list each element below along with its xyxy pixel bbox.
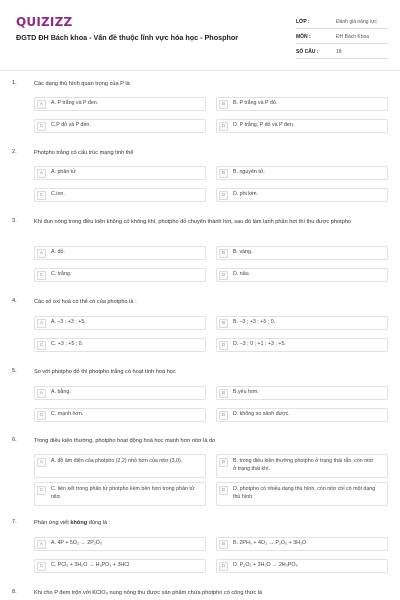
worksheet-title: ĐGTD ĐH Bách khoa - Vấn đề thuộc lĩnh vực hóa học - Phosphor: [16, 33, 239, 42]
option-d[interactable]: [216, 119, 388, 133]
option-letter: A: [37, 249, 46, 258]
option-letter: D: [219, 562, 228, 571]
option-text: D. –3 ; 0 ; +1 ; +3 ; +5.: [233, 341, 286, 348]
option-text: C. PCl₅ + 3H₂O → H₃PO₃ + 3HCl: [51, 562, 130, 569]
option-letter: D: [219, 411, 228, 420]
meta-row-subject: [296, 29, 388, 44]
option-letter: C: [37, 486, 46, 495]
option-a[interactable]: [34, 97, 206, 111]
option-text: B. –3 ; +3 ; +5 ; 0.: [233, 319, 276, 326]
question-text: Trong điều kiện thường, photpho hoạt động hoá học mạnh hơn nitơ là do: [34, 438, 216, 444]
worksheet-header: [0, 0, 400, 70]
option-text: C. +3 ; +5 ; 0.: [51, 341, 84, 348]
question-text: Các số oxi hoá có thể có của photpho là :: [34, 299, 137, 305]
option-letter: B: [219, 319, 228, 328]
option-letter: B: [219, 540, 228, 549]
option-text: C. trắng.: [51, 271, 72, 278]
meta-key: MÔN :: [296, 34, 311, 40]
option-b[interactable]: [216, 386, 388, 400]
option-a[interactable]: [34, 537, 206, 551]
option-b[interactable]: [216, 454, 388, 478]
option-text: A. 4P + 5O₂ → 2P₂O₅: [51, 540, 103, 547]
option-text: D. không so sánh được.: [233, 411, 290, 418]
option-text: A. –3 ; +3 ; +5.: [51, 319, 86, 326]
option-letter: D: [219, 122, 228, 131]
option-text: C. liên kết trong phân tử photpho kém bền hơn trong phân tử nitơ.: [51, 486, 195, 500]
option-letter: D: [219, 191, 228, 200]
option-text: D. nâu.: [233, 271, 251, 278]
option-text: C.P đỏ và P đen.: [51, 122, 91, 129]
question-text: Khi cho P đem trộn với KClO₃ nung nóng thu được sản phẩm chứa photpho có công thức là: [34, 590, 263, 596]
header-divider: [0, 70, 400, 71]
question-number: 5.: [12, 368, 17, 374]
option-text: C.ion.: [51, 191, 65, 198]
option-a[interactable]: [34, 166, 206, 180]
option-text: B. P trắng và P đỏ.: [233, 100, 278, 107]
option-letter: A: [37, 389, 46, 398]
option-text: D. phi kim.: [233, 191, 259, 198]
option-c[interactable]: [34, 482, 206, 506]
option-b[interactable]: [216, 166, 388, 180]
question-text: Khi đun nóng trong điều kiện không có không khí, photpho đỏ chuyển thành hơi, sau đó làm lạnh phần hơi thì thu được photpho: [34, 219, 352, 225]
option-d[interactable]: [216, 408, 388, 422]
option-d[interactable]: [216, 482, 388, 506]
option-text: D. P₂O₃ + 3H₂O → 2H₃PO₄: [233, 562, 298, 569]
option-letter: A: [37, 540, 46, 549]
option-a[interactable]: [34, 454, 206, 478]
option-d[interactable]: [216, 188, 388, 202]
quizizz-logo: QUIZIZZ: [16, 15, 73, 29]
meta-value: 18: [336, 49, 342, 55]
option-letter: C: [37, 271, 46, 280]
option-text: D. photpho có nhiều dạng thù hình, còn nitơ chỉ có một dạng thù hình.: [233, 486, 376, 500]
question-text: [34, 519, 354, 527]
question-number: 3.: [12, 218, 17, 224]
option-c[interactable]: [34, 559, 206, 573]
option-d[interactable]: [216, 268, 388, 282]
question-number: 2.: [12, 149, 17, 155]
option-letter: D: [219, 341, 228, 350]
option-b[interactable]: [216, 97, 388, 111]
question-text: Photpho trắng có cấu trúc mạng tinh thể: [34, 150, 134, 156]
question-number: 8.: [12, 589, 17, 595]
option-b[interactable]: [216, 246, 388, 260]
option-letter: A: [37, 319, 46, 328]
option-text: B. trong điều kiện thường photpho ở trạng thái rắn, còn nitơ ở trạng thái khí.: [233, 458, 374, 472]
question-text: Các dạng thù hình quan trọng của P là: [34, 81, 130, 87]
question-text: So với photpho đỏ thì photpho trắng có hoạt tính hoá học: [34, 369, 176, 375]
option-text: A. độ âm điện của photpho (2,2) nhỏ hơn của nitơ (3,0).: [51, 458, 183, 464]
option-c[interactable]: [34, 338, 206, 352]
option-d[interactable]: [216, 559, 388, 573]
option-text: B. nguyên tử.: [233, 169, 265, 176]
option-text: A. phân tử: [51, 169, 76, 176]
option-letter: C: [37, 122, 46, 131]
option-text: A. bằng.: [51, 389, 71, 396]
option-letter: B: [219, 458, 228, 467]
option-letter: D: [219, 271, 228, 280]
option-letter: D: [219, 486, 228, 495]
meta-value: Đánh giá năng lực: [336, 19, 377, 25]
option-a[interactable]: [34, 246, 206, 260]
meta-key: LỚP :: [296, 19, 310, 25]
question-text-emphasis: không: [70, 520, 88, 526]
option-letter: B: [219, 249, 228, 258]
option-letter: A: [37, 100, 46, 109]
meta-value: ĐH Bách Khoa: [336, 34, 370, 40]
question-text-post: đúng là :: [87, 520, 111, 526]
option-text: C. mạnh hơn.: [51, 411, 84, 418]
option-letter: A: [37, 169, 46, 178]
meta-key: SỐ CÂU :: [296, 49, 319, 55]
option-c[interactable]: [34, 119, 206, 133]
option-letter: B: [219, 389, 228, 398]
option-letter: A: [37, 458, 46, 467]
question-number: 4.: [12, 298, 17, 304]
question-number: 6.: [12, 437, 17, 443]
meta-row-class: [296, 14, 388, 29]
option-c[interactable]: [34, 268, 206, 282]
option-letter: B: [219, 169, 228, 178]
question-number: 7.: [12, 519, 17, 525]
worksheet-meta: [296, 14, 388, 59]
meta-row-count: [296, 44, 388, 59]
option-text: A. đỏ.: [51, 249, 65, 256]
option-text: B. 2PH₃ + 4O₂ → P₂O₅ + 3H₂O: [233, 540, 307, 547]
option-letter: B: [219, 100, 228, 109]
option-a[interactable]: [34, 316, 206, 330]
option-c[interactable]: [34, 408, 206, 422]
option-b[interactable]: [216, 537, 388, 551]
option-text: A. P trắng và P đen.: [51, 100, 99, 107]
option-a[interactable]: [34, 386, 206, 400]
question-number: 1.: [12, 80, 17, 86]
option-d[interactable]: [216, 338, 388, 352]
option-text: B.yếu hơn.: [233, 389, 259, 396]
option-letter: C: [37, 562, 46, 571]
option-letter: C: [37, 411, 46, 420]
option-text: D. P trắng, P đỏ và P đen.: [233, 122, 295, 129]
option-c[interactable]: [34, 188, 206, 202]
option-b[interactable]: [216, 316, 388, 330]
option-letter: C: [37, 341, 46, 350]
question-text-pre: Phản ứng viết: [34, 520, 71, 526]
option-text: B. vàng.: [233, 249, 253, 256]
option-letter: C: [37, 191, 46, 200]
